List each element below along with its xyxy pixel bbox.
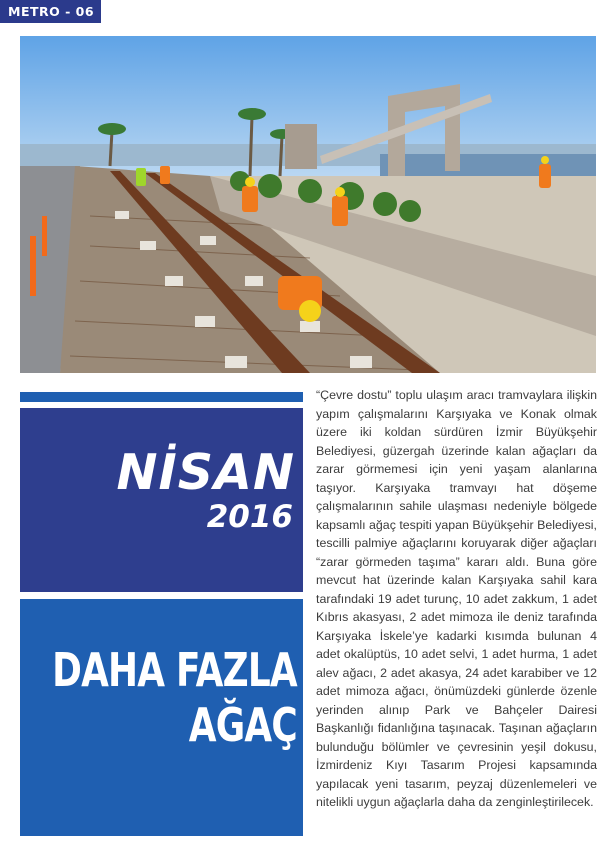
headline-panel [20, 599, 303, 836]
decorative-bar [20, 392, 303, 402]
section-label: METRO - 06 [0, 0, 101, 23]
date-panel [20, 408, 303, 592]
year-label: 2016 [206, 499, 293, 535]
tram-construction-photo [20, 36, 596, 373]
month-label: NİSAN [116, 444, 295, 501]
article-body [316, 386, 597, 812]
article-paragraph: “Çevre dostu” toplu ulaşım aracı tramvaylara ilişkin yapım çalışmalarını Karşıyaka ve Konak olmak üzere iki koldan sürdüren İzmir Büyükşehir Belediyesi, güzergah üzerinde kalan ağaçları da zarar görmemesi için yeni yaşam alanlarına taşıyor. Karşıyaka tramvayı hat döşeme çalışmalarının sahile ulaşması nedeniyle bölgede kapsamlı ağaç tespiti yapan Büyükşehir Belediyesi, tescilli palmiye ağaçlarını koruyarak diğer ağaçları “zarar görmeden taşıma” kararı aldı. Buna göre mevcut hat üzerinde kalan Karşıyaka sahil kara tarafındaki 19 adet turunç, 10 adet zakkum, 1 adet Kıbrıs akasyası, 2 adet mimoza ile deniz tarafında Karşıyaka İskele’ye kadarki kısımda bulunan 4 adet okalüptüs, 10 adet selvi, 1 adet hurma, 1 adet alev ağacı, 2 adet akasya, 24 adet karabiber ve 12 adet mimoza ağacı, önümüzdeki günlerde özenle yerinden alınıp Park ve Bahçeler Dairesi Başkanlığı fidanlığına taşınacak. Taşınan ağaçların bulunduğu bölümler ve çevresinin yeşil dokusu, İzmirdeniz Kıyı Tasarım Projesi kapsamında yapılacak yeni tasarım, peyzaj düzenlemeleri ve nitelikli uygun ağaçlarla daha da zenginleştirilecek. [316, 388, 598, 809]
headline [52, 643, 297, 753]
headline-line-2: AĞAÇ [188, 698, 297, 753]
headline-line-1: DAHA FAZLA [52, 643, 297, 697]
